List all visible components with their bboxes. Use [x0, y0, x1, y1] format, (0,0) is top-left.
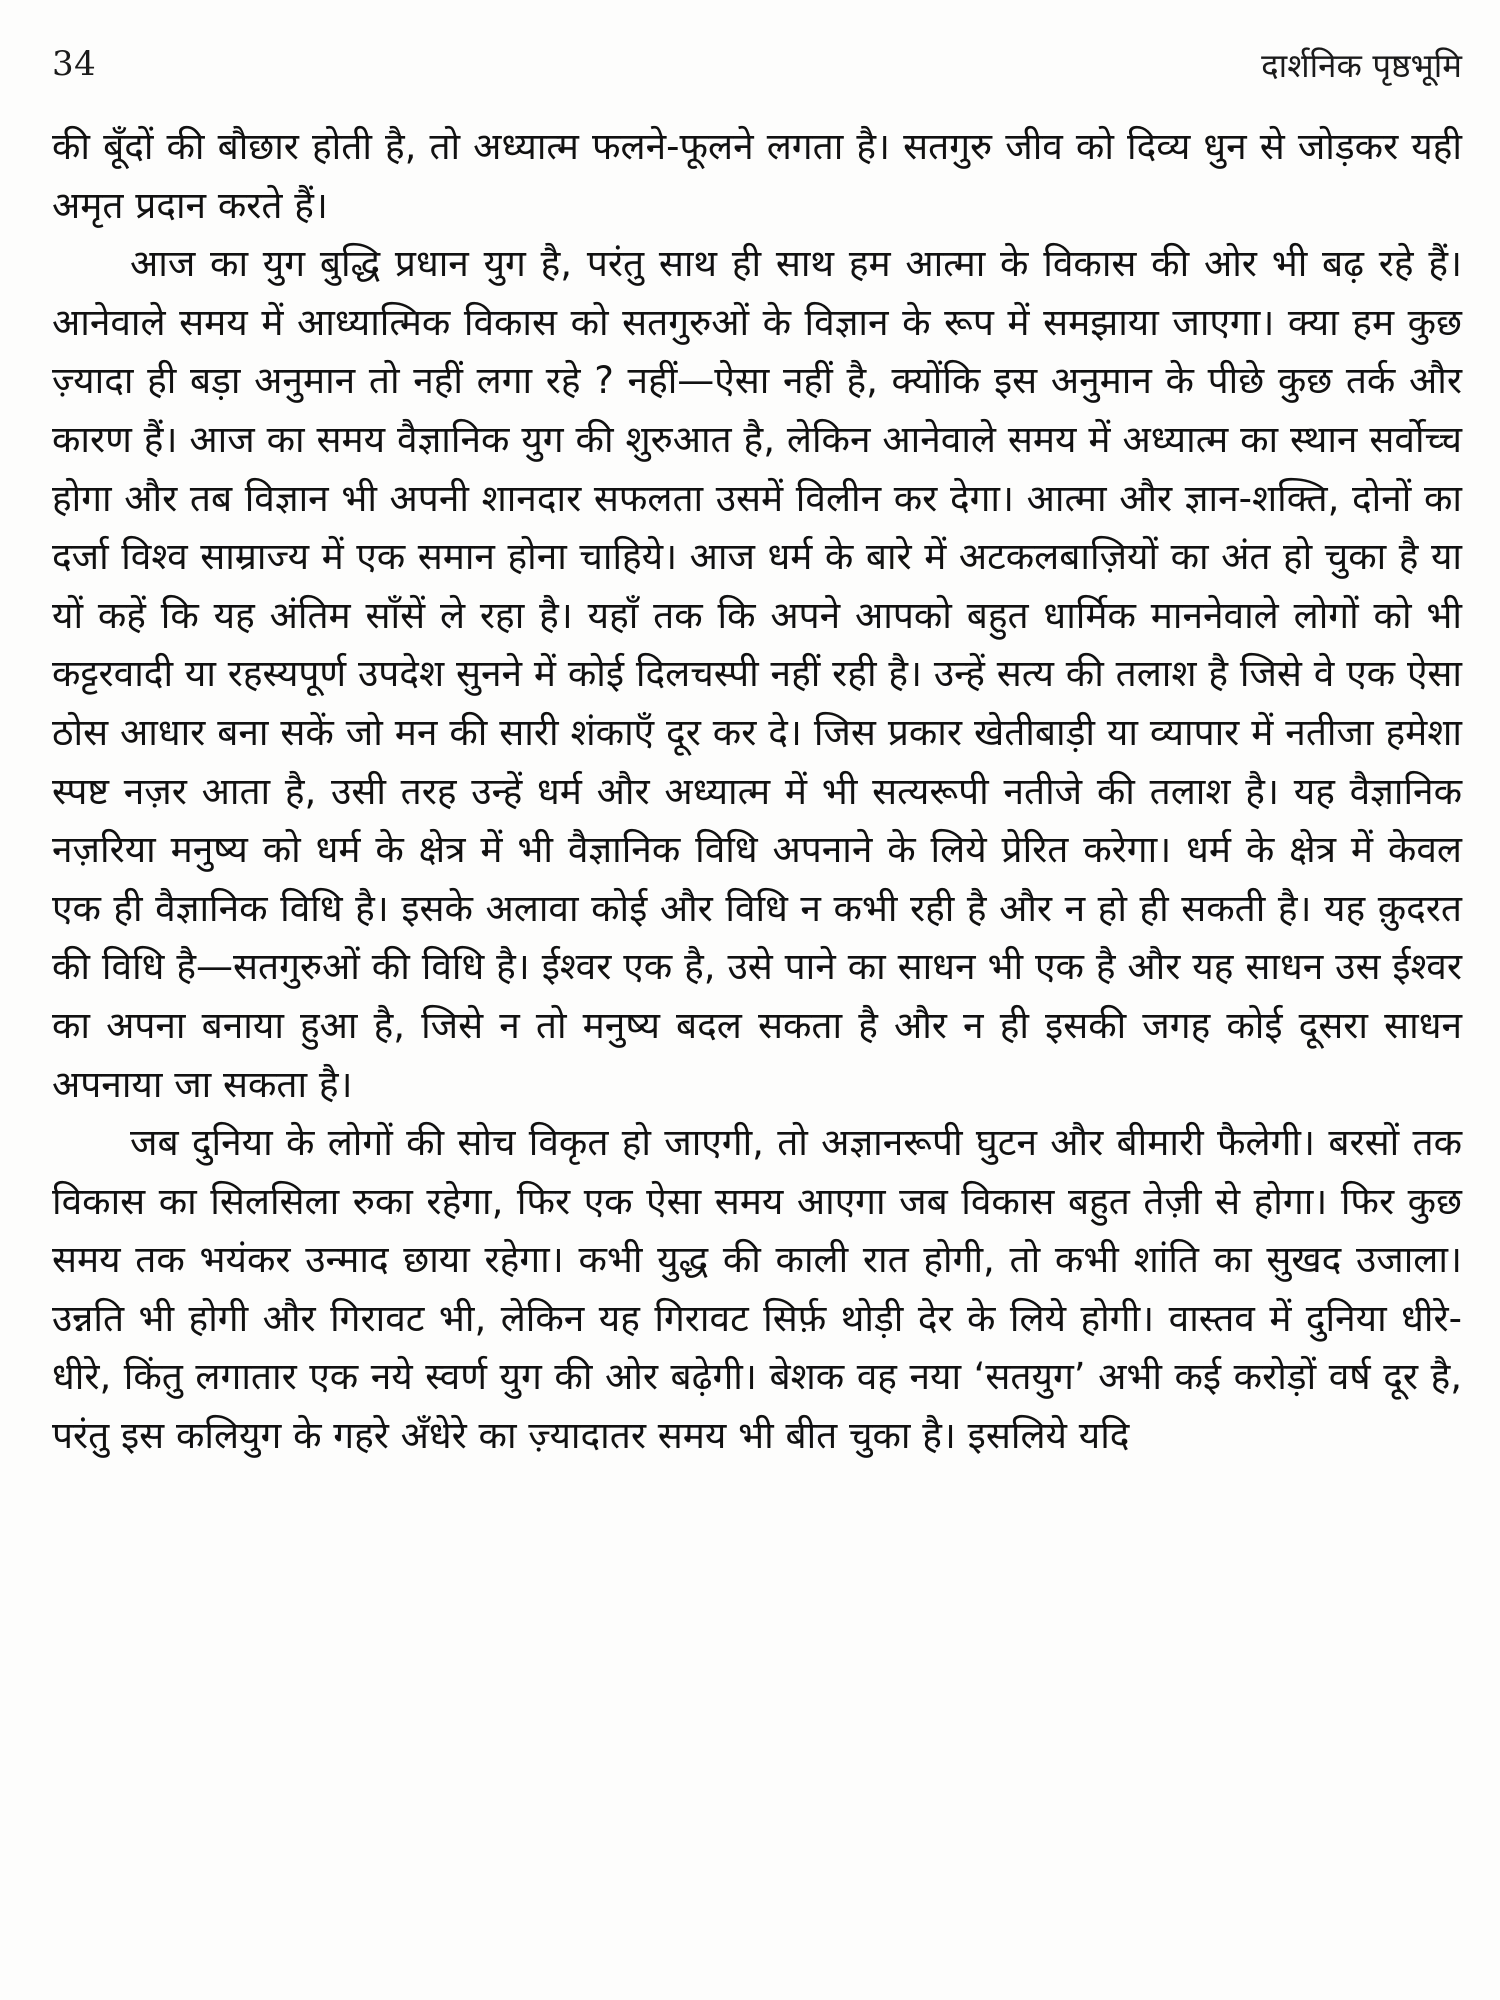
paragraph-2: आज का युग बुद्धि प्रधान युग है, परंतु साथ ही साथ हम आत्मा के विकास की ओर भी बढ़ रहे हैं। आनेवाले समय में आध्यात्मिक विकास को सतगुरुओं के विज्ञान के रूप में समझाया जाएगा। क्या हम कुछ ज़्यादा ही बड़ा अनुमान तो नहीं लगा रहे ? नहीं—ऐसा नहीं है, क्योंकि इस अनुमान के पीछे कुछ तर्क और कारण हैं। आज का समय वैज्ञानिक युग की शुरुआत है, लेकिन आनेवाले समय में अध्यात्म का स्थान सर्वोच्च होगा और तब विज्ञान भी अपनी शानदार सफलता उसमें विलीन कर देगा। आत्मा और ज्ञान-शक्ति, दोनों का दर्जा विश्व साम्राज्य में एक समान होना चाहिये। आज धर्म के बारे में अटकलबाज़ियों का अंत हो चुका है या यों कहें कि यह अंतिम साँसें ले रहा है। यहाँ तक कि अपने आपको बहुत धार्मिक माननेवाले लोगों को भी कट्टरवादी या रहस्यपूर्ण उपदेश सुनने में कोई दिलचस्पी नहीं रही है। उन्हें सत्य की तलाश है जिसे वे एक ऐसा ठोस आधार बना सकें जो मन की सारी शंकाएँ दूर कर दे। जिस प्रकार खेतीबाड़ी या व्यापार में नतीजा हमेशा स्पष्ट नज़र आता है, उसी तरह उन्हें धर्म और अध्यात्म में भी सत्यरूपी नतीजे की तलाश है। यह वैज्ञानिक नज़रिया मनुष्य को धर्म के क्षेत्र में भी वैज्ञानिक विधि अपनाने के लिये प्रेरित करेगा। धर्म के क्षेत्र में केवल एक ही वैज्ञानिक विधि है। इसके अलावा कोई और विधि न कभी रही है और न हो ही सकती है। यह क़ुदरत की विधि है—सतगुरुओं की विधि है। ईश्वर एक है, उसे पाने का साधन भी एक है और यह साधन उस ईश्वर का अपना बनाया हुआ है, जिसे न तो मनुष्य बदल सकता है और न ही इसकी जगह कोई दूसरा साधन अपनाया जा सकता है। — [52, 242, 1462, 1106]
page-number: 34 — [52, 44, 97, 84]
page-header — [52, 34, 1462, 94]
running-title: दार्शनिक पृष्ठभूमि — [1261, 45, 1462, 85]
paragraph-1: की बूँदों की बौछार होती है, तो अध्यात्म फलने-फूलने लगता है। सतगुरु जीव को दिव्य धुन से जोड़कर यही अमृत प्रदान करते हैं। — [52, 125, 1462, 227]
page-body — [52, 118, 1462, 1466]
paragraph-3: जब दुनिया के लोगों की सोच विकृत हो जाएगी, तो अज्ञानरूपी घुटन और बीमारी फैलेगी। बरसों तक विकास का सिलसिला रुका रहेगा, फिर एक ऐसा समय आएगा जब विकास बहुत तेज़ी से होगा। फिर कुछ समय तक भयंकर उन्माद छाया रहेगा। कभी युद्ध की काली रात होगी, तो कभी शांति का सुखद उजाला। उन्नति भी होगी और गिरावट भी, लेकिन यह गिरावट सिर्फ़ थोड़ी देर के लिये होगी। वास्तव में दुनिया धीरे-धीरे, किंतु लगातार एक नये स्वर्ण युग की ओर बढ़ेगी। बेशक वह नया ‘सतयुग’ अभी कई करोड़ों वर्ष दूर है, परंतु इस कलियुग के गहरे अँधेरे का ज़्यादातर समय भी बीत चुका है। इसलिये यदि — [52, 1121, 1462, 1458]
